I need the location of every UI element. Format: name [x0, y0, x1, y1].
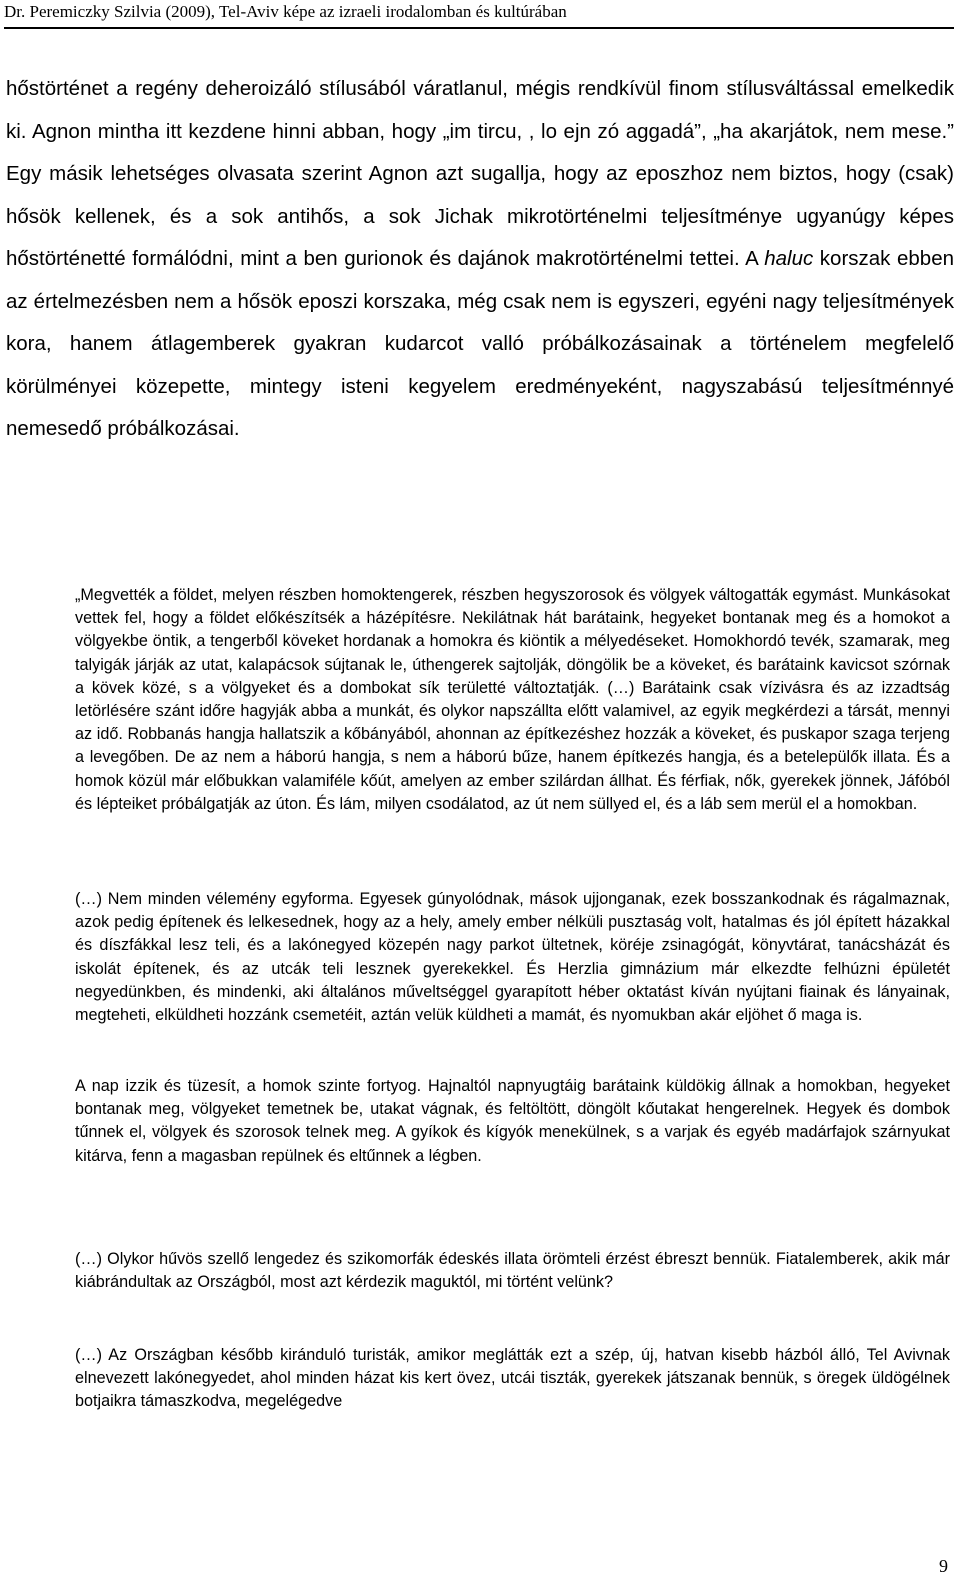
body-text-before: hőstörténet a regény deheroizáló stílusából váratlanul, mégis rendkívül finom stílusváltással emelkedik ki. Agnon mintha itt kezdene hinni abban, hogy „im tircu, , lo ejn zó aggadá”, „ha akarjátok, nem mese.” Egy másik lehetséges olvasata szerint Agnon azt sugallja, hogy az eposzhoz nem biztos, hogy (csak) hősök kellenek, és a sok antihős, a sok Jichak mikrotörténelmi teljesítménye ugyanúgy képes hőstörténetté formálódni, mint a ben gurionok és dajánok makrotörténelmi tettei. A — [6, 77, 954, 270]
body-text-after: korszak ebben az értelmezésben nem a hősök eposzi korszaka, még csak nem is egyszeri, egyéni nagy teljesítmények kora, hanem átlagemberek gyakran kudarcot valló próbálkozásainak a történelem megfelelő körülményei közepette, mintegy isteni kegyelem eredményeként, nagyszabású teljesítménnyé nemesedő próbálkozásai. — [6, 247, 954, 440]
quote-paragraph-3: A nap izzik és tüzesít, a homok szinte fortyog. Hajnaltól napnyugtáig barátaink küldökig állnak a homokban, hegyeket bontanak meg, völgyeket temetnek be, utakat vágnak, és feltöltött, döngölt kőutakat hengerelnek. Hegyek és dombok tűnnek el, völgyek és szorosok telnek meg. A gyíkok és kígyók menekülnek, s a varjak és egyéb madárfajok szárnyukat kitárva, fenn a magasban repülnek és eltűnnek a légben. — [75, 1077, 950, 1165]
page-number: 9 — [939, 1556, 948, 1576]
italic-term: haluc — [764, 247, 814, 270]
header-rule — [4, 27, 954, 29]
quote-paragraph-4: (…) Olykor hűvös szellő lengedez és szikomorfák édeskés illata örömteli érzést ébreszt bennük. Fiatalemberek, akik már kiábrándultak az Országból, most azt kérdezik maguktól, mi történt velünk? — [75, 1250, 950, 1292]
quote-paragraph-5: (…) Az Országban később kiránduló turisták, amikor meglátták ezt a szép, új, hatvan kisebb házból álló, Tel Avivnak elnevezett lakónegyedet, ahol minden házat kis kert övez, utcái tiszták, gyerekek játszanak bennük, s öregek üldögélnek botjaikra támaszkodva, megelégedve — [75, 1346, 950, 1411]
quote-paragraph-1: „Megvették a földet, melyen részben homoktengerek, részben hegyszorosok és völgyek váltogatták egymást. Munkásokat vettek fel, hogy a földet előkészítsék a házépítésre. Nekilátnak hát barátaink, hegyeket bontanak meg és a homokot a völgyekbe öntik, a tengerből köveket hordanak a homokra és kiöntik a mélyedéseket. Homokhordó tevék, szamarak, meg talyigák járják az utat, kalapácsok sújtanak le, úthengerek sajtolják, döngölik be a köveket, és barátaink kavicsot szórnak a kövek közé, s a völgyeket és a dombokat sík területté változtatják. (…) Barátaink csak vízivásra és az izzadtság letörlésére szánt időre hagyják abba a munkát, és olykor napszállta előtt valamivel, az egyik megkérdezi a társát, mennyi az idő. Robbanás hangja hallatszik a kőbányából, ahonnan az építkezéshez hozzák a köveket, és puskapor szaga terjeng a levegőben. De az nem a háború hangja, s nem a háború bűze, hanem építkezés hangja, és a betelepülők illata. És a homok közül már előbukkan valamiféle kőút, amelyen az ember szilárdan állhat. És férfiak, nők, gyerekek jönnek, Jáfóból és lépteiket próbálgatják az úton. És lám, milyen csodálatod, az út nem süllyed el, és a láb sem merül el a homokban. — [75, 586, 950, 813]
body-paragraph — [6, 68, 954, 451]
running-header: Dr. Peremiczky Szilvia (2009), Tel-Aviv képe az izraeli irodalomban és kultúrában — [4, 2, 567, 21]
quote-paragraph-2: (…) Nem minden vélemény egyforma. Egyesek gúnyolódnak, mások ujjonganak, ezek bosszankodnak és rágalmaznak, azok pedig építenek és lelkesednek, hogy az a hely, amely ember nélküli pusztaság volt, hatalmas és jól épített házakkal és díszfákkal lesz teli, és a lakónegyed közepén nagy parkot ültetnek, köréje zsinagógát, könyvtárat, tanácsházát és iskolát építenek, és az utcák teli lesznek gyerekekkel. És Herzlia gimnázium már elkezdte felhúzni épületét negyedünkben, és mindenki, aki általános műveltséggel gyarapított héber oktatást kíván nyújtani fiainak és lányainak, megteheti, elküldheti hozzánk csemetéit, aztán velük küldheti a mamát, és nyomukban akár eljöhet ő maga is. — [75, 890, 950, 1025]
